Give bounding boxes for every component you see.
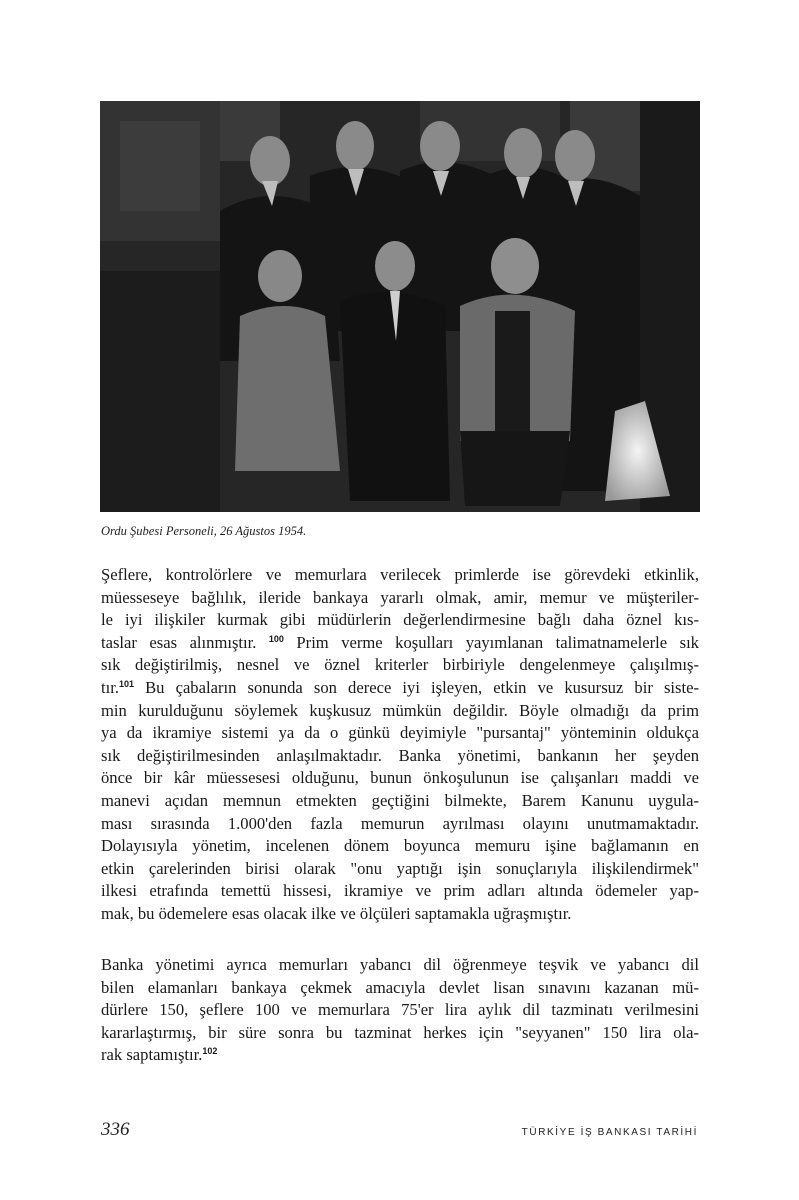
text-line	[101, 677, 699, 700]
text-run: taslar esas alınmıştır.	[101, 632, 269, 652]
text-run: Prim verme koşulları yayımlanan talimatnamelerle sık	[283, 632, 699, 652]
text-line	[101, 1044, 699, 1067]
figure-caption: Ordu Şubesi Personeli, 26 Ağustos 1954.	[101, 524, 307, 538]
text-line: ilkesi etrafında temettü hissesi, ikramiye ve prim adları altında ödemeler yap-	[101, 881, 699, 901]
running-head: TÜRKİYE İŞ BANKASI TARİHİ	[521, 1127, 698, 1138]
text-run: Bu çabaların sonunda son derece iyi işleyen, etkin ve kusursuz bir siste-	[134, 677, 699, 697]
text-line: Banka yönetimi ayrıca memurları yabancı dil öğrenmeye teşvik ve yabancı dil	[101, 955, 699, 974]
footnote-ref-102[interactable]: 102	[202, 1046, 218, 1057]
body-paragraph-1	[101, 564, 699, 926]
text-line: bilen elamanları bankaya çekmek amacıyla devlet lisan sınavını kazanan mü-	[101, 977, 699, 997]
text-line: manevi açıdan memnun etmekten geçtiğini bilmekte, Barem Kanunu uygula-	[101, 790, 699, 810]
text-line: ya da ikramiye sistemi ya da o günkü deyimiyle "pursantaj" yönteminin oldukça	[101, 723, 699, 743]
text-line: ması sırasında 1.000'den fazla memurun ayrılması olayını unutmamaktadır.	[101, 813, 699, 833]
group-photograph	[100, 101, 700, 512]
text-line: müesseseye bağlılık, ileride bankaya yararlı olmak, amir, memur ve müşteriler-	[101, 587, 699, 607]
text-line: sık değiştirilmiş, nesnel ve öznel kriterler birbiriyle dengelenmeye çalışılmış-	[101, 655, 699, 675]
text-line: etkin çarelerinden birisi olarak "onu yaptığı işin sonuçlarıyla ilişkilendirmek"	[101, 858, 699, 878]
text-line: dürlere 150, şeflere 100 ve memurlara 75'er lira aylık dil tazminatı verilmesini	[101, 1000, 699, 1020]
text-line: kararlaştırmış, bir süre sonra bu tazminat herkes için "seyyanen" 150 lira ola-	[101, 1022, 699, 1042]
text-run: rak saptamıştır.	[101, 1045, 203, 1065]
text-run: tır.	[101, 677, 119, 697]
text-line: le iyi ilişkiler kurmak gibi müdürlerin değerlendirmesine bağlı daha öznel kıs-	[101, 610, 699, 630]
text-line: sık değiştirilmesinden anlaşılmaktadır. Banka yönetimi, bankanın her şeyden	[101, 745, 699, 765]
footnote-ref-101[interactable]: 101	[118, 678, 135, 689]
photo-image	[100, 101, 700, 512]
text-line: mak, bu ödemelere esas olacak ilke ve ölçüleri saptamakla uğraşmıştır.	[101, 903, 572, 923]
page-number: 336	[101, 1119, 130, 1140]
text-line: min kurulduğunu söylemek kuşkusuz mümkün değildir. Böyle olmadığı da prim	[101, 700, 699, 720]
footnote-ref-100[interactable]: 100	[268, 633, 284, 644]
text-line: Şeflere, kontrolörlere ve memurlara verilecek primlerde ise görevdeki etkinlik,	[101, 565, 699, 584]
body-paragraph-2	[101, 954, 699, 1067]
text-line: önce bir kâr müessesesi olduğunu, bunun önkoşulunun ise çalışanları maddi ve	[101, 768, 699, 788]
text-line: Dolayısıyla yönetim, incelenen dönem boyunca memuru işine bağlamanın en	[101, 836, 699, 856]
text-line	[101, 632, 699, 655]
